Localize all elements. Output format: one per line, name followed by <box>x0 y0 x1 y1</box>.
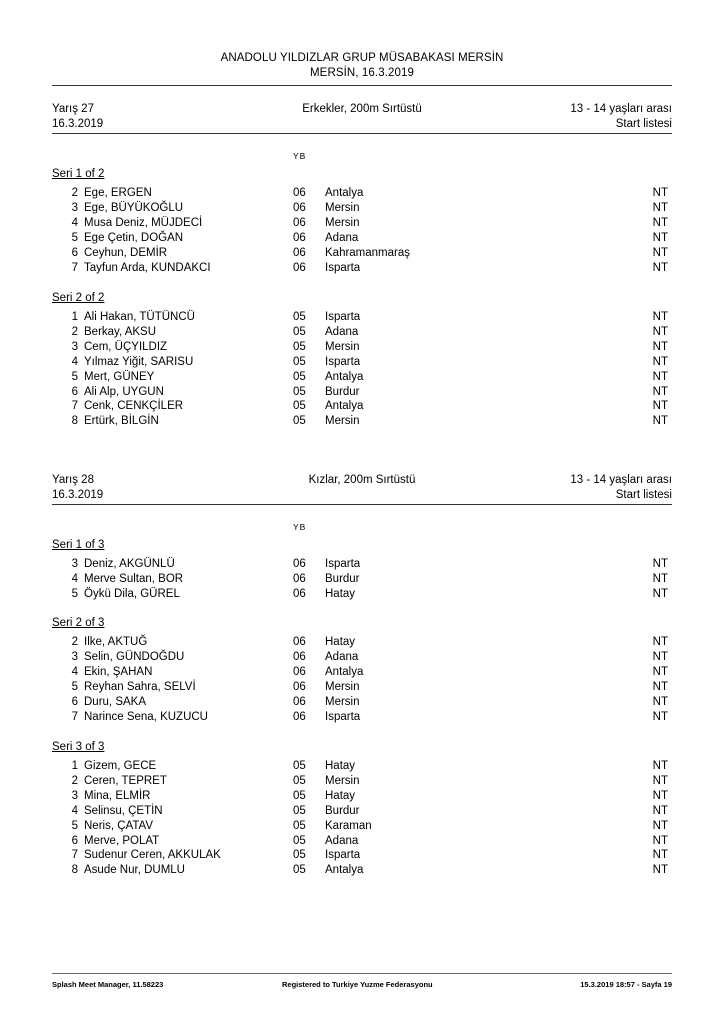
race-number: Yarış 28 <box>52 474 94 486</box>
swimmer-name: Mert, GÜNEY <box>84 370 155 383</box>
entry-time: NT <box>652 370 668 383</box>
entry-row <box>0 680 724 695</box>
birth-year: 05 <box>293 311 306 323</box>
birth-year: 05 <box>293 400 306 413</box>
swimmer-name: Selin, GÜNDOĞDU <box>84 650 185 663</box>
swimmer-name: Ceyhun, DEMİR <box>84 246 168 259</box>
club-name: Adana <box>325 834 359 847</box>
swimmer-name: Sudenur Ceren, AKKULAK <box>84 849 221 862</box>
swimmer-name: Neris, ÇATAV <box>84 819 154 832</box>
entry-row <box>0 216 724 231</box>
swimmer-name: Reyhan Sahra, SELVİ <box>84 680 196 693</box>
race-number: Yarış 27 <box>52 103 94 115</box>
heat-title: Seri 3 of 3 <box>52 741 105 753</box>
swimmer-name: Ege Çetin, DOĞAN <box>84 231 184 244</box>
entry-time: NT <box>652 760 668 772</box>
lane-number: 5 <box>71 231 78 244</box>
lane-number: 3 <box>71 340 78 353</box>
birth-year: 05 <box>293 804 306 817</box>
club-name: Mersin <box>325 201 360 214</box>
entry-time: NT <box>652 415 668 428</box>
entry-time: NT <box>652 804 668 817</box>
swimmer-name: Ertürk, BİLGİN <box>84 415 159 428</box>
lane-number: 7 <box>71 400 78 413</box>
list-type: Start listesi <box>615 118 672 130</box>
lane-number: 6 <box>71 834 78 847</box>
lane-number: 1 <box>71 760 78 772</box>
birth-year: 06 <box>293 572 306 585</box>
birth-year: 06 <box>293 216 306 229</box>
club-name: Hatay <box>325 760 356 772</box>
lane-number: 5 <box>71 819 78 832</box>
birth-year: 06 <box>293 587 306 600</box>
lane-number: 6 <box>71 695 78 708</box>
club-name: Adana <box>325 325 359 338</box>
lane-number: 7 <box>71 261 78 274</box>
event-divider <box>52 504 672 505</box>
club-name: Burdur <box>325 804 360 817</box>
club-name: Burdur <box>325 572 360 585</box>
entry-row <box>0 325 724 340</box>
entry-row <box>0 231 724 246</box>
club-name: Antalya <box>325 400 364 413</box>
footer-page-info: 15.3.2019 18:57 - Sayfa 19 <box>580 980 672 989</box>
swimmer-name: Ekin, ŞAHAN <box>84 665 153 678</box>
entry-time: NT <box>652 385 668 398</box>
birth-year: 06 <box>293 201 306 214</box>
lane-number: 2 <box>71 325 78 338</box>
club-name: Isparta <box>325 311 361 323</box>
club-name: Isparta <box>325 355 361 368</box>
lane-number: 5 <box>71 370 78 383</box>
entry-row <box>0 370 724 385</box>
swimmer-name: Asude Nur, DUMLU <box>84 864 185 877</box>
lane-number: 4 <box>71 665 78 678</box>
entry-row <box>0 834 724 849</box>
birth-year: 06 <box>293 695 306 708</box>
club-name: Antalya <box>325 864 364 877</box>
lane-number: 3 <box>71 558 78 570</box>
birth-year: 06 <box>293 246 306 259</box>
entry-time: NT <box>652 695 668 708</box>
heat-title: Seri 1 of 2 <box>52 168 105 180</box>
club-name: Karaman <box>325 819 372 832</box>
entry-row <box>0 848 724 863</box>
club-name: Adana <box>325 231 359 244</box>
club-name: Mersin <box>325 695 360 708</box>
swimmer-name: Ege, ERGEN <box>84 187 152 199</box>
entry-time: NT <box>652 849 668 862</box>
swimmer-name: Öykü Dila, GÜREL <box>84 587 180 600</box>
race-date: 16.3.2019 <box>52 489 104 501</box>
entry-row <box>0 246 724 261</box>
entry-time: NT <box>652 355 668 368</box>
meet-location-date: MERSİN, 16.3.2019 <box>310 67 414 79</box>
swimmer-name: Mina, ELMİR <box>84 789 151 802</box>
birth-year: 05 <box>293 340 306 353</box>
entry-row <box>0 261 724 276</box>
birth-year: 05 <box>293 325 306 338</box>
entry-time: NT <box>652 558 668 570</box>
entry-time: NT <box>652 246 668 259</box>
lane-number: 4 <box>71 355 78 368</box>
yb-column-header: YB <box>293 151 307 161</box>
club-name: Mersin <box>325 774 360 787</box>
club-name: Antalya <box>325 187 364 199</box>
entry-time: NT <box>652 710 668 723</box>
entry-row <box>0 774 724 789</box>
entry-time: NT <box>652 261 668 274</box>
lane-number: 2 <box>71 636 78 648</box>
birth-year: 05 <box>293 774 306 787</box>
entry-time: NT <box>652 774 668 787</box>
birth-year: 05 <box>293 370 306 383</box>
entry-row <box>0 572 724 587</box>
entry-row <box>0 587 724 602</box>
entry-time: NT <box>652 572 668 585</box>
swimmer-name: Gizem, GECE <box>84 760 157 772</box>
club-name: Mersin <box>325 216 360 229</box>
entry-row <box>0 186 724 201</box>
birth-year: 06 <box>293 558 306 570</box>
club-name: Burdur <box>325 385 360 398</box>
footer-registered: Registered to Turkiye Yuzme Federasyonu <box>282 980 433 989</box>
birth-year: 06 <box>293 650 306 663</box>
swimmer-name: Tayfun Arda, KUNDAKCI <box>84 261 211 274</box>
entry-time: NT <box>652 650 668 663</box>
event-name: Erkekler, 200m Sırtüstü <box>302 103 422 115</box>
birth-year: 05 <box>293 789 306 802</box>
lane-number: 5 <box>71 587 78 600</box>
entry-time: NT <box>652 340 668 353</box>
lane-number: 8 <box>71 864 78 877</box>
entry-row <box>0 340 724 355</box>
swimmer-name: Yılmaz Yiğit, SARISU <box>84 355 194 368</box>
entry-row <box>0 789 724 804</box>
footer-divider <box>52 973 672 974</box>
lane-number: 8 <box>71 415 78 428</box>
club-name: Hatay <box>325 587 356 600</box>
entry-row <box>0 804 724 819</box>
club-name: Hatay <box>325 789 356 802</box>
swimmer-name: Merve, POLAT <box>84 834 160 847</box>
swimmer-name: Ali Alp, UYGUN <box>84 385 164 398</box>
club-name: Mersin <box>325 340 360 353</box>
entry-time: NT <box>652 231 668 244</box>
age-group: 13 - 14 yaşları arası <box>570 103 672 115</box>
lane-number: 4 <box>71 572 78 585</box>
lane-number: 6 <box>71 385 78 398</box>
birth-year: 05 <box>293 355 306 368</box>
heat-title: Seri 1 of 3 <box>52 539 105 551</box>
birth-year: 06 <box>293 261 306 274</box>
lane-number: 4 <box>71 216 78 229</box>
entry-time: NT <box>652 819 668 832</box>
club-name: Kahramanmaraş <box>325 246 411 259</box>
lane-number: 1 <box>71 311 78 323</box>
entry-row <box>0 399 724 414</box>
entry-time: NT <box>652 834 668 847</box>
swimmer-name: Ali Hakan, TÜTÜNCÜ <box>84 311 195 323</box>
entry-time: NT <box>652 680 668 693</box>
entry-time: NT <box>652 587 668 600</box>
swimmer-name: Musa Deniz, MÜJDECİ <box>84 216 203 229</box>
event-name: Kızlar, 200m Sırtüstü <box>308 474 416 486</box>
birth-year: 06 <box>293 636 306 648</box>
birth-year: 06 <box>293 710 306 723</box>
birth-year: 05 <box>293 385 306 398</box>
entry-row <box>0 710 724 725</box>
swimmer-name: Narince Sena, KUZUCU <box>84 710 208 723</box>
birth-year: 05 <box>293 849 306 862</box>
lane-number: 2 <box>71 187 78 199</box>
entry-time: NT <box>652 864 668 877</box>
entry-time: NT <box>652 789 668 802</box>
age-group: 13 - 14 yaşları arası <box>570 474 672 486</box>
entry-time: NT <box>652 325 668 338</box>
club-name: Mersin <box>325 680 360 693</box>
club-name: Adana <box>325 650 359 663</box>
club-name: Antalya <box>325 370 364 383</box>
club-name: Mersin <box>325 415 360 428</box>
birth-year: 06 <box>293 231 306 244</box>
swimmer-name: Selinsu, ÇETİN <box>84 804 163 817</box>
heat-title: Seri 2 of 2 <box>52 292 105 304</box>
lane-number: 3 <box>71 789 78 802</box>
meet-title: ANADOLU YILDIZLAR GRUP MÜSABAKASI MERSİN <box>220 52 504 64</box>
lane-number: 7 <box>71 849 78 862</box>
entry-time: NT <box>652 201 668 214</box>
entry-time: NT <box>652 665 668 678</box>
swimmer-name: Deniz, AKGÜNLÜ <box>84 558 175 570</box>
swimmer-name: Ilke, AKTUĞ <box>84 636 148 648</box>
lane-number: 2 <box>71 774 78 787</box>
lane-number: 3 <box>71 650 78 663</box>
entry-row <box>0 557 724 572</box>
birth-year: 06 <box>293 680 306 693</box>
entry-row <box>0 759 724 774</box>
birth-year: 06 <box>293 187 306 199</box>
yb-column-header: YB <box>293 522 307 532</box>
swimmer-name: Duru, SAKA <box>84 695 146 708</box>
header-divider <box>52 85 672 86</box>
entry-time: NT <box>652 216 668 229</box>
swimmer-name: Ceren, TEPRET <box>84 774 167 787</box>
entry-row <box>0 665 724 680</box>
entry-row <box>0 650 724 665</box>
entry-row <box>0 695 724 710</box>
entry-row <box>0 414 724 429</box>
entry-row <box>0 201 724 216</box>
entry-time: NT <box>652 636 668 648</box>
birth-year: 05 <box>293 415 306 428</box>
lane-number: 3 <box>71 201 78 214</box>
club-name: Isparta <box>325 261 361 274</box>
swimmer-name: Merve Sultan, BOR <box>84 572 184 585</box>
birth-year: 05 <box>293 864 306 877</box>
footer-software: Splash Meet Manager, 11.58223 <box>52 980 164 989</box>
entry-row <box>0 635 724 650</box>
birth-year: 05 <box>293 760 306 772</box>
entry-row <box>0 355 724 370</box>
heat-title: Seri 2 of 3 <box>52 617 105 629</box>
entry-row <box>0 385 724 400</box>
event-divider <box>52 133 672 134</box>
lane-number: 7 <box>71 710 78 723</box>
swimmer-name: Ege, BÜYÜKOĞLU <box>84 201 184 214</box>
list-type: Start listesi <box>615 489 672 501</box>
entry-row <box>0 819 724 834</box>
swimmer-name: Berkay, AKSU <box>84 325 157 338</box>
birth-year: 06 <box>293 665 306 678</box>
swimmer-name: Cem, ÜÇYILDIZ <box>84 340 168 353</box>
race-date: 16.3.2019 <box>52 118 104 130</box>
entry-time: NT <box>652 187 668 199</box>
swimmer-name: Cenk, CENKÇİLER <box>84 400 184 413</box>
birth-year: 05 <box>293 834 306 847</box>
lane-number: 5 <box>71 680 78 693</box>
club-name: Isparta <box>325 710 361 723</box>
lane-number: 4 <box>71 804 78 817</box>
club-name: Isparta <box>325 558 361 570</box>
entry-time: NT <box>652 400 668 413</box>
club-name: Isparta <box>325 849 361 862</box>
lane-number: 6 <box>71 246 78 259</box>
birth-year: 05 <box>293 819 306 832</box>
entry-row <box>0 863 724 878</box>
club-name: Antalya <box>325 665 364 678</box>
entry-row <box>0 310 724 325</box>
club-name: Hatay <box>325 636 356 648</box>
entry-time: NT <box>652 311 668 323</box>
